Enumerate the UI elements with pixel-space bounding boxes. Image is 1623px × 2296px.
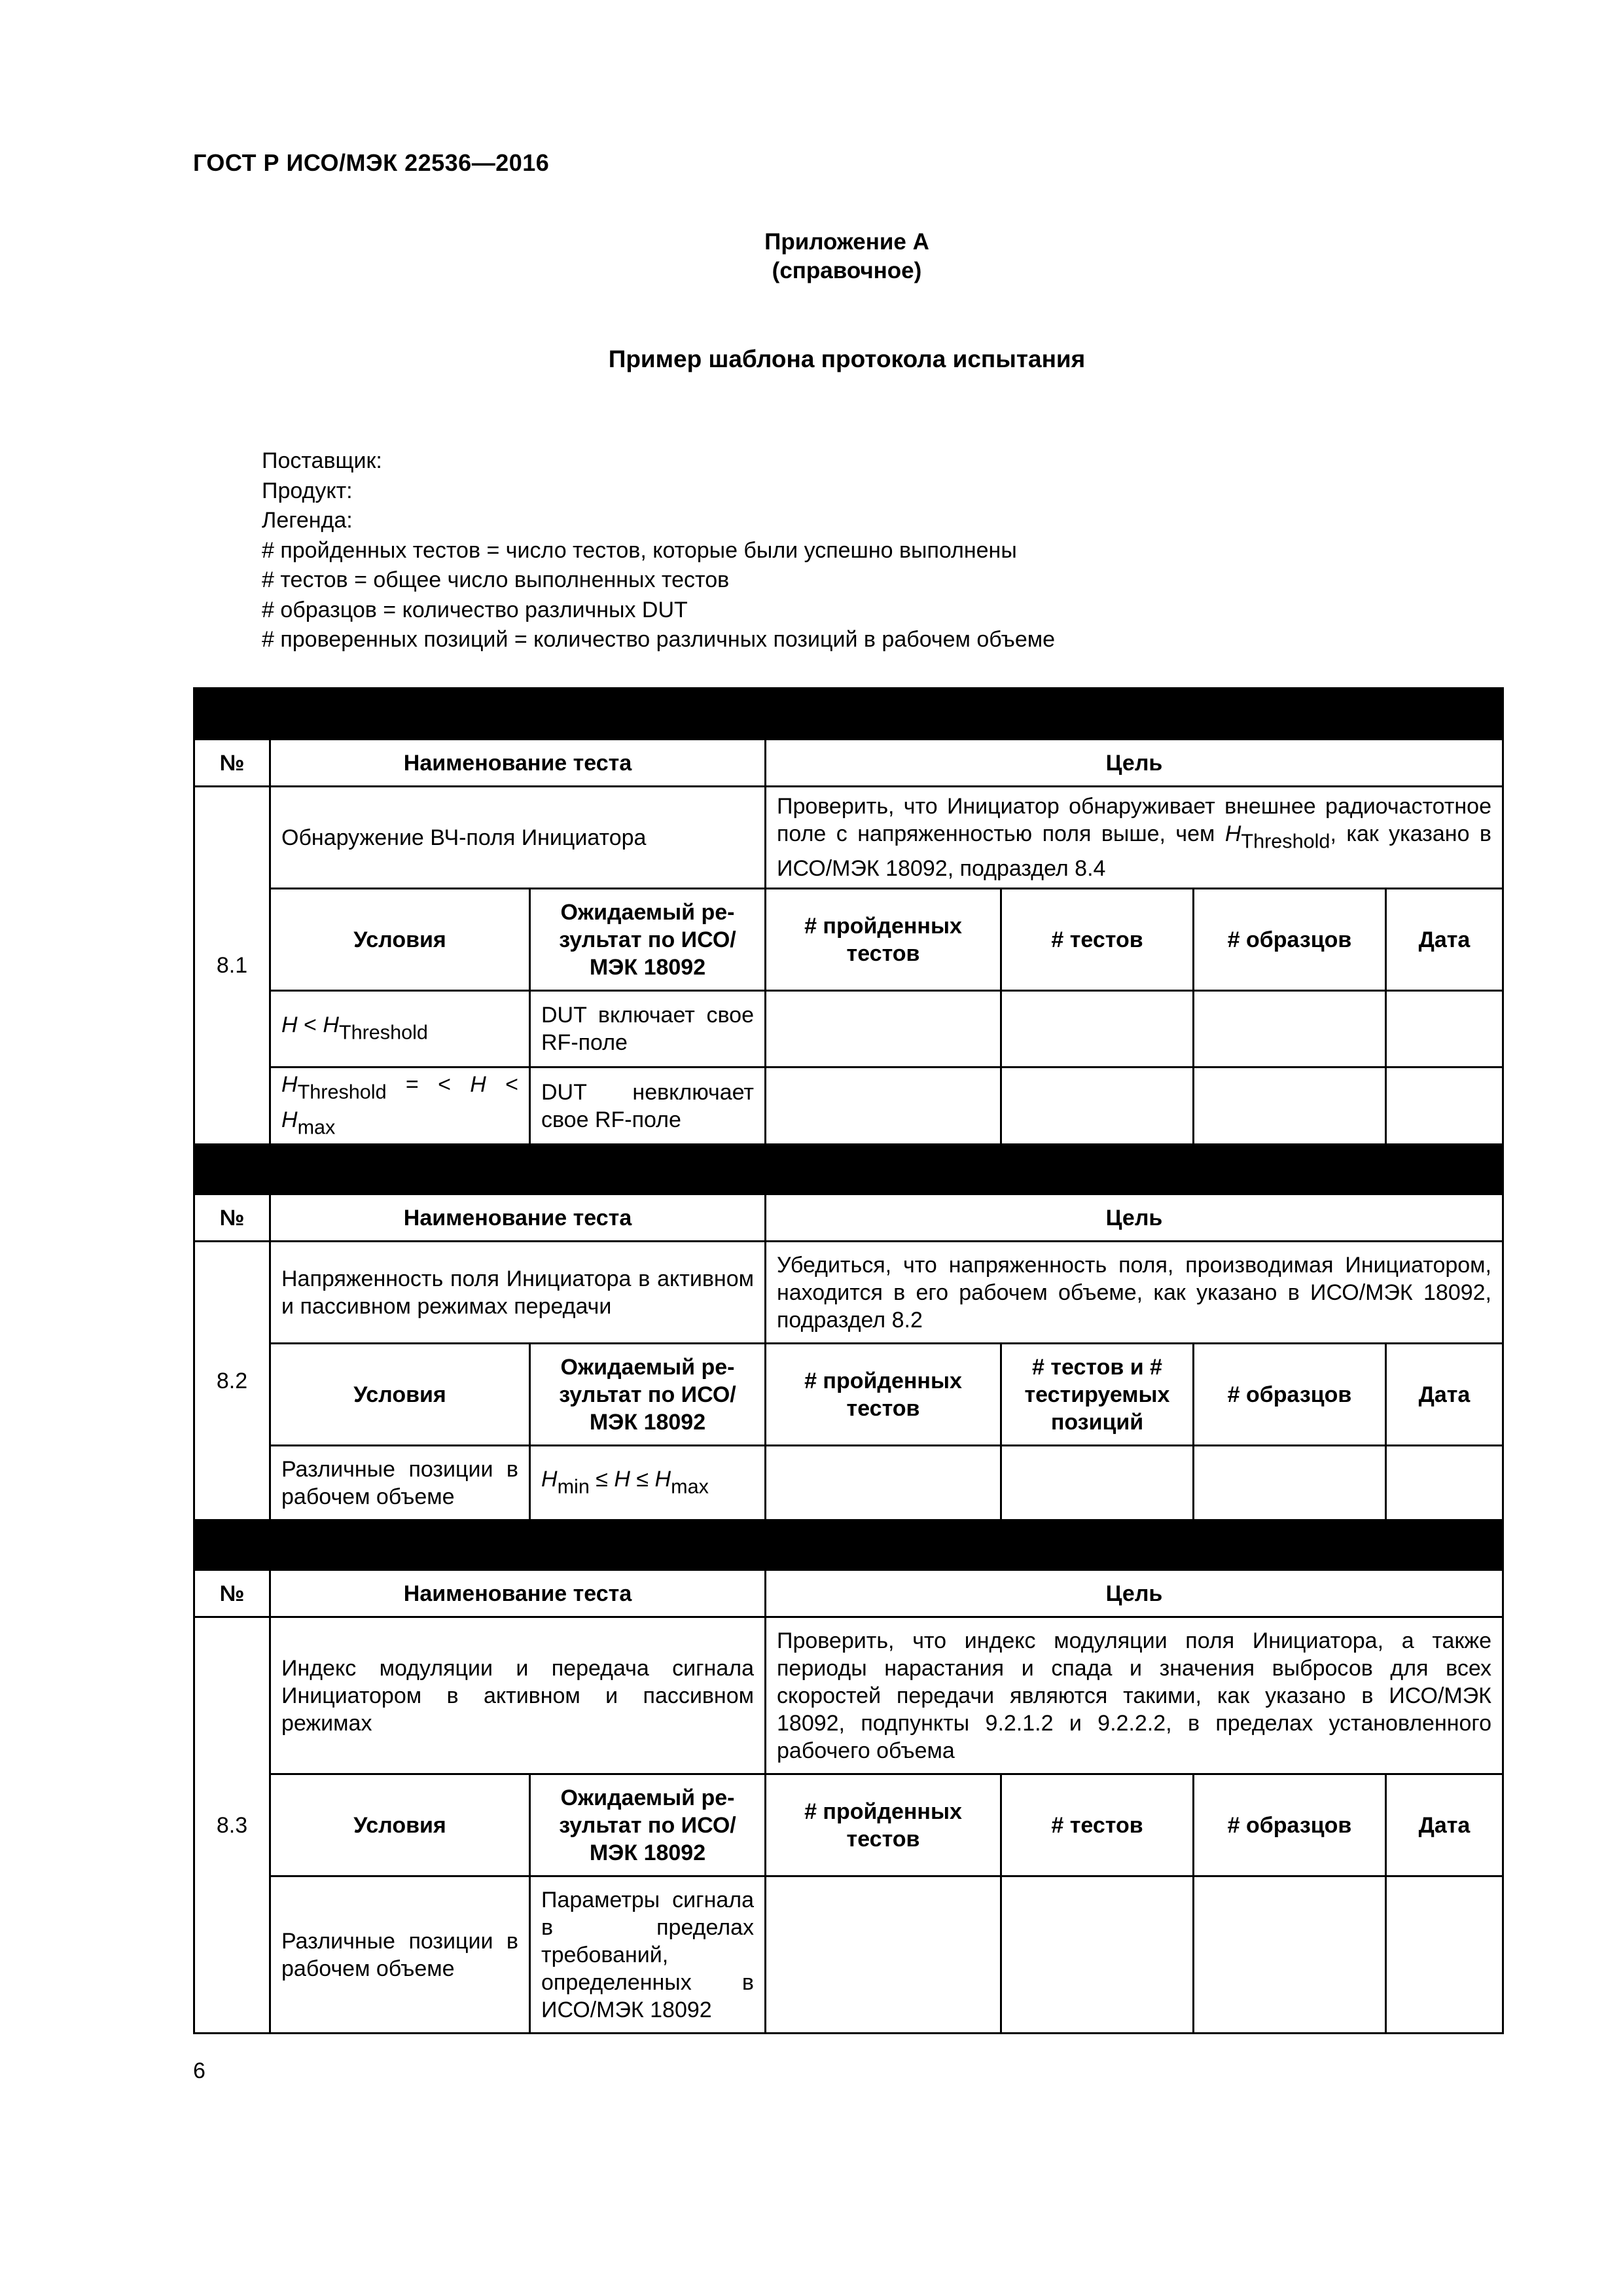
date-cell [1386, 1446, 1503, 1520]
legend-line-tests: # тестов = общее число выполненных тестов [262, 567, 730, 592]
legend-line-positions: # проверенных позиций = количество различных позиций в рабочем объеме [262, 627, 1056, 652]
col-header-expected-result: Ожидаемый ре-зультат по ИСО/МЭК 18092 [530, 1774, 766, 1876]
col-header-passed-tests: # пройденных тестов [766, 1344, 1001, 1446]
col-header-tests: # тестов [1001, 1774, 1194, 1876]
test-number: 8.2 [194, 1242, 270, 1520]
page-number: 6 [193, 2058, 205, 2083]
passed-tests-cell [766, 1067, 1001, 1145]
tests-cell [1001, 1876, 1194, 2034]
test-goal: Проверить, что индекс модуляции поля Инициатора, а также периоды нарастания и спада и значения выбросов для всех скоростей передачи являются такими, как указано в ИСО/МЭК 18092, подпункты 9.2.1.2 и 9.2.2.2, в пределах установленного рабочего объема [766, 1617, 1503, 1774]
col-header-tests: # тестов [1001, 889, 1194, 991]
col-header-conditions: Условия [270, 1774, 530, 1876]
tests-cell [1001, 1067, 1194, 1145]
test-name: Обнаружение ВЧ-поля Инициатора [270, 787, 766, 889]
expected-result-cell: DUT включает свое RF-поле [530, 991, 766, 1067]
condition-cell: Различные позиции в рабочем объеме [270, 1876, 530, 2034]
col-header-passed-tests: # пройденных тестов [766, 889, 1001, 991]
document-title: Пример шаблона протокола испытания [608, 346, 1086, 372]
col-header-conditions: Условия [270, 889, 530, 991]
col-header-date: Дата [1386, 1774, 1503, 1876]
test-name: Индекс модуляции и передача сигнала Инициатором в активном и пассивном режимах [270, 1617, 766, 1774]
date-cell [1386, 1876, 1503, 2034]
col-header-date: Дата [1386, 889, 1503, 991]
test-number: 8.3 [194, 1617, 270, 2034]
supplier-label: Поставщик: [262, 448, 382, 473]
col-header-samples: # образцов [1194, 889, 1386, 991]
col-header-test-name: Наименование теста [270, 1570, 766, 1617]
expected-result-cell: Параметры сигнала в пределах требований, определенных в ИСО/МЭК 18092 [530, 1876, 766, 2034]
col-header-tests-positions: # тестов и # тестируемых позиций [1001, 1344, 1194, 1446]
condition-cell: $H < H_{Threshold}$ [270, 991, 530, 1067]
test-name: Напряженность поля Инициатора в активном и пассивном режимах передачи [270, 1242, 766, 1344]
date-cell [1386, 991, 1503, 1067]
col-header-test-name: Наименование теста [270, 740, 766, 787]
legend-block [262, 446, 1055, 655]
expected-result-cell: $H_{min} \le H \le H_{max}$ [530, 1446, 766, 1520]
col-header-samples: # образцов [1194, 1774, 1386, 1876]
legend-line-passed: # пройденных тестов = число тестов, которые были успешно выполнены [262, 537, 1017, 563]
col-header-number: № [194, 740, 270, 787]
col-header-goal: Цель [766, 1570, 1503, 1617]
col-header-conditions: Условия [270, 1344, 530, 1446]
condition-cell: $H_{Threshold}$ = < $H < H_{max}$ [270, 1067, 530, 1145]
passed-tests-cell [766, 1876, 1001, 2034]
col-header-samples: # образцов [1194, 1344, 1386, 1446]
samples-cell [1194, 1067, 1386, 1145]
tests-cell [1001, 1446, 1194, 1520]
test-goal: Убедиться, что напряженность поля, производимая Инициатором, находится в его рабочем объеме, как указано в ИСО/МЭК 18092, подраздел 8.2 [766, 1242, 1503, 1344]
samples-cell [1194, 1446, 1386, 1520]
test-protocol-table [193, 687, 1504, 2034]
col-header-goal: Цель [766, 740, 1503, 787]
legend-label: Легенда: [262, 508, 353, 533]
col-header-date: Дата [1386, 1344, 1503, 1446]
section-separator [194, 689, 1503, 740]
section-separator [194, 1145, 1503, 1194]
test-goal: Проверить, что Инициатор обнаруживает внешнее радиочастотное поле с напряженностью поля выше, чем $H_{Threshold}$, как указано в ИСО/МЭК 18092, подраздел 8.4 [766, 787, 1503, 889]
test-number: 8.1 [194, 787, 270, 1145]
tests-cell [1001, 991, 1194, 1067]
expected-result-cell: DUT невключает свое RF-поле [530, 1067, 766, 1145]
samples-cell [1194, 1876, 1386, 2034]
section-separator [194, 1520, 1503, 1570]
passed-tests-cell [766, 1446, 1001, 1520]
date-cell [1386, 1067, 1503, 1145]
annex-title: Приложение А [764, 229, 929, 255]
col-header-test-name: Наименование теста [270, 1194, 766, 1242]
annex-type: (справочное) [772, 258, 922, 283]
condition-cell: Различные позиции в рабочем объеме [270, 1446, 530, 1520]
samples-cell [1194, 991, 1386, 1067]
passed-tests-cell [766, 991, 1001, 1067]
col-header-passed-tests: # пройденных тестов [766, 1774, 1001, 1876]
product-label: Продукт: [262, 478, 353, 503]
col-header-goal: Цель [766, 1194, 1503, 1242]
standard-designation: ГОСТ Р ИСО/МЭК 22536—2016 [193, 149, 550, 176]
col-header-number: № [194, 1194, 270, 1242]
col-header-expected-result: Ожидаемый ре-зультат по ИСО/МЭК 18092 [530, 889, 766, 991]
legend-line-samples: # образцов = количество различных DUT [262, 597, 688, 622]
col-header-number: № [194, 1570, 270, 1617]
col-header-expected-result: Ожидаемый ре-зультат по ИСО/МЭК 18092 [530, 1344, 766, 1446]
